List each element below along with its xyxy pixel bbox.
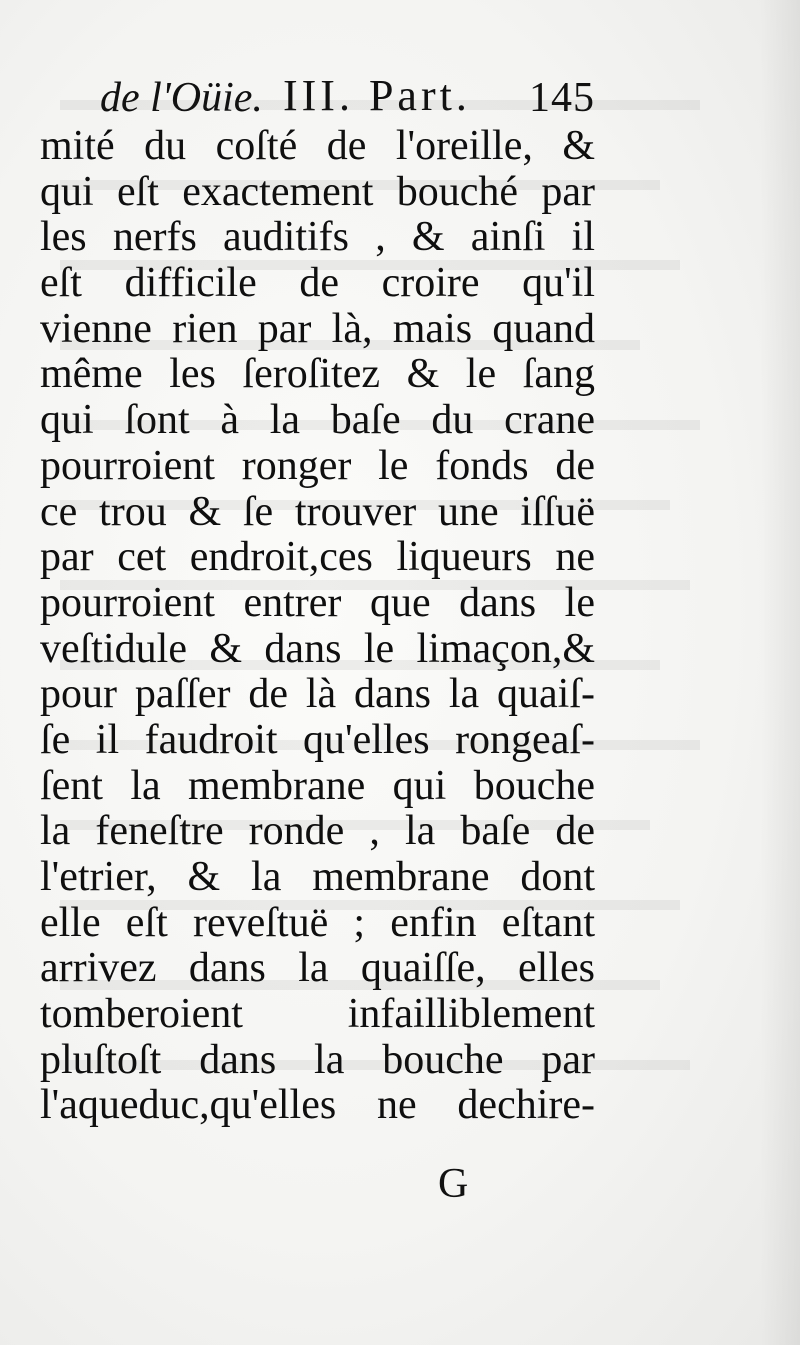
body-text (40, 124, 595, 1129)
text-line: mité du coſté de l'oreille, & (40, 124, 595, 169)
text-line: eſt difficile de croire qu'il (40, 261, 595, 307)
text-line: tomberoient infailliblement (40, 992, 595, 1038)
text-line: pourroient entrer que dans le (40, 580, 595, 626)
text-line: veſtidule & dans le limaçon,& (40, 626, 595, 672)
text-line: même les ſeroſitez & le ſang (40, 352, 595, 398)
signature-mark: G (438, 1161, 469, 1207)
text-line: vienne rien par là, mais quand (40, 306, 595, 352)
running-title: de l'Oüie. (100, 75, 263, 121)
text-line: ſe il faudroit qu'elles rongeaſ- (40, 717, 595, 763)
text-line: qui ſont à la baſe du crane (40, 398, 595, 444)
text-line: elle eſt reveſtuë ; enfin eſtant (40, 900, 595, 946)
text-line: pluſtoſt dans la bouche par (40, 1037, 595, 1083)
text-line: les nerfs auditifs , & ainſi il (40, 215, 595, 261)
text-line: ce trou & ſe trouver une iſſuë (40, 489, 595, 535)
page-edge-shadow (760, 0, 800, 1345)
text-line: la feneſtre ronde , la baſe de (40, 809, 595, 855)
text-line: l'aqueduc,qu'elles ne dechire- (40, 1083, 595, 1129)
text-line: ſent la membrane qui bouche (40, 763, 595, 809)
page-number: 145 (529, 75, 595, 121)
text-line: pourroient ronger le fonds de (40, 443, 595, 489)
text-line: par cet endroit,ces liqueurs ne (40, 535, 595, 581)
text-line: qui eſt exactement bouché par (40, 169, 595, 215)
running-header (100, 68, 595, 124)
part-label: III. Part. (283, 71, 471, 120)
text-line: arrivez dans la quaiſſe, elles (40, 946, 595, 992)
text-line: l'etrier, & la membrane dont (40, 855, 595, 900)
text-line: pour paſſer de là dans la quaiſ- (40, 672, 595, 718)
